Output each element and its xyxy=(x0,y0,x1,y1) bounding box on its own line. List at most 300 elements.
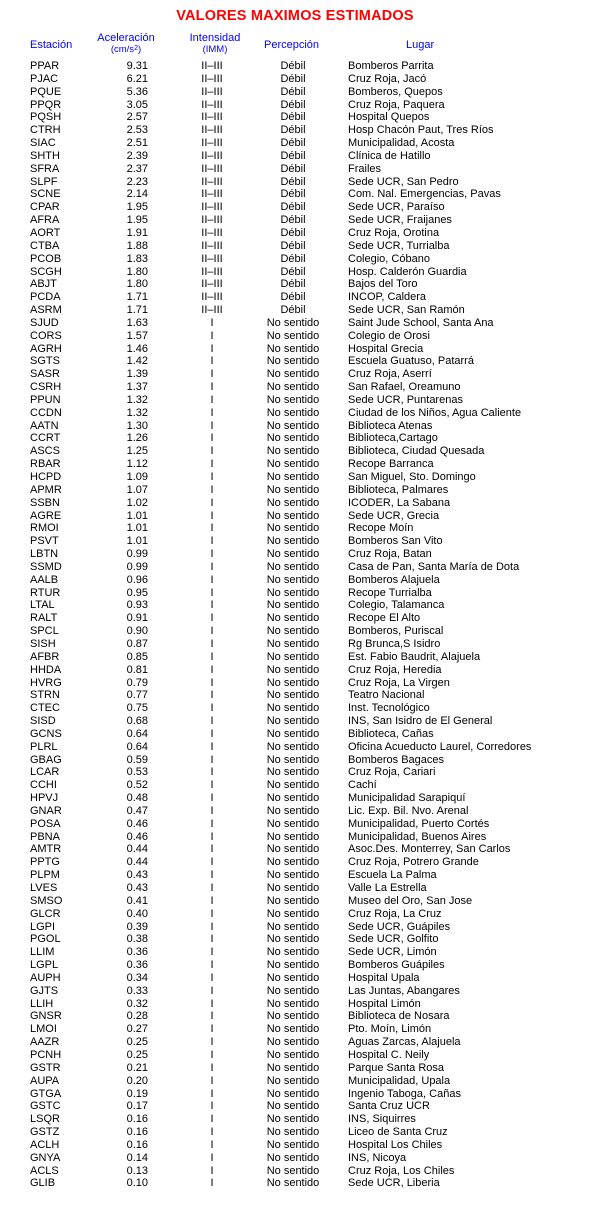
intensity-value: II–III xyxy=(201,265,223,278)
acceleration-value: 1.25 xyxy=(126,445,148,458)
table-row xyxy=(0,304,590,317)
station-code: SISH xyxy=(30,637,56,650)
place-name: Est. Fabio Baudrit, Alajuela xyxy=(348,650,481,663)
place-name: Recope Barranca xyxy=(348,458,434,471)
perception-value: No sentido xyxy=(266,971,320,984)
station-code: GSTC xyxy=(30,1100,61,1113)
intensity-value: II–III xyxy=(201,201,223,214)
acceleration-value: 0.53 xyxy=(126,766,148,779)
place-name: Asoc.Des. Monterrey, San Carlos xyxy=(348,843,511,856)
table-row xyxy=(0,985,590,998)
perception-value: No sentido xyxy=(266,907,320,920)
intensity-value: I xyxy=(210,509,214,522)
perception-value: No sentido xyxy=(266,869,320,882)
table-row xyxy=(0,959,590,972)
place-name: Municipalidad, Acosta xyxy=(348,137,455,150)
acceleration-value: 0.36 xyxy=(126,959,148,972)
intensity-value: I xyxy=(210,1100,214,1113)
perception-value: No sentido xyxy=(266,1048,320,1061)
intensity-value: I xyxy=(210,560,214,573)
header-intensity xyxy=(183,33,247,55)
perception-value: Débil xyxy=(280,265,306,278)
header-acceleration xyxy=(94,33,158,55)
station-code: RALT xyxy=(30,612,58,625)
place-name: Bomberos Bagaces xyxy=(348,753,444,766)
station-code: SLPF xyxy=(30,175,58,188)
acceleration-value: 1.26 xyxy=(126,432,148,445)
station-code: CCDN xyxy=(30,406,62,419)
table-row xyxy=(0,1126,590,1139)
intensity-value: I xyxy=(210,997,214,1010)
place-name: Hospital Los Chiles xyxy=(348,1138,443,1151)
intensity-value: I xyxy=(210,856,214,869)
station-code: GLIB xyxy=(30,1177,56,1190)
station-code: LMOI xyxy=(30,1023,57,1036)
station-code: SMSO xyxy=(30,894,63,907)
station-code: LGPI xyxy=(30,920,56,933)
intensity-value: II–III xyxy=(201,162,223,175)
station-code: CCRT xyxy=(30,432,61,445)
perception-value: No sentido xyxy=(266,1010,320,1023)
intensity-value: I xyxy=(210,483,214,496)
perception-value: No sentido xyxy=(266,1138,320,1151)
perception-value: No sentido xyxy=(266,663,320,676)
perception-value: No sentido xyxy=(266,406,320,419)
station-code: AGRE xyxy=(30,509,62,522)
acceleration-value: 0.36 xyxy=(126,946,148,959)
place-name: Oficina Acueducto Laurel, Corredores xyxy=(348,740,532,753)
place-name: Municipalidad, Upala xyxy=(348,1074,451,1087)
station-code: PPAR xyxy=(30,60,60,72)
table-row xyxy=(0,278,590,291)
perception-value: No sentido xyxy=(266,1100,320,1113)
table-row xyxy=(0,458,590,471)
perception-value: No sentido xyxy=(266,548,320,561)
place-name: Escuela Guatuso, Patarrá xyxy=(348,355,474,368)
station-code: GSTZ xyxy=(30,1126,60,1139)
intensity-value: I xyxy=(210,368,214,381)
station-code: POSA xyxy=(30,817,61,830)
intensity-value: I xyxy=(210,663,214,676)
place-name: Hospital Upala xyxy=(348,971,420,984)
intensity-value: I xyxy=(210,573,214,586)
place-name: ICODER, La Sabana xyxy=(348,496,451,509)
table-row xyxy=(0,1010,590,1023)
station-code: GBAG xyxy=(30,753,62,766)
acceleration-value: 0.43 xyxy=(126,882,148,894)
intensity-value: I xyxy=(210,702,214,715)
table-row xyxy=(0,317,590,330)
perception-value: Débil xyxy=(280,175,306,188)
perception-value: No sentido xyxy=(266,843,320,856)
place-name: Cruz Roja, Batan xyxy=(348,548,432,561)
table-row xyxy=(0,933,590,946)
station-code: SHTH xyxy=(30,149,60,162)
acceleration-value: 5.36 xyxy=(126,85,148,98)
place-name: Casa de Pan, Santa María de Dota xyxy=(348,560,520,573)
station-code: PPTG xyxy=(30,856,60,869)
place-name: INS, Siquirres xyxy=(348,1113,416,1126)
place-name: Sede UCR, Grecia xyxy=(348,509,440,522)
acceleration-value: 1.09 xyxy=(126,471,148,483)
place-name: Sede UCR, Liberia xyxy=(348,1177,440,1190)
intensity-value: I xyxy=(210,458,214,471)
table-row xyxy=(0,921,590,934)
intensity-value: II–III xyxy=(201,124,223,137)
table-row xyxy=(0,343,590,356)
table-row xyxy=(0,86,590,99)
place-name: Clínica de Hatillo xyxy=(348,149,431,162)
intensity-value: I xyxy=(210,612,214,625)
acceleration-value: 0.75 xyxy=(126,702,148,715)
station-code: CTEC xyxy=(30,702,60,715)
acceleration-value: 0.64 xyxy=(126,727,148,740)
acceleration-value: 0.47 xyxy=(126,804,148,817)
place-name: Rg Brunca,S Isidro xyxy=(348,637,441,650)
intensity-value: II–III xyxy=(201,278,223,291)
acceleration-value: 1.32 xyxy=(126,393,148,406)
perception-value: No sentido xyxy=(266,1113,320,1126)
place-name: Biblioteca, Ciudad Quesada xyxy=(348,445,485,458)
perception-value: No sentido xyxy=(266,458,320,471)
station-code: AAZR xyxy=(30,1036,60,1049)
perception-value: Débil xyxy=(280,149,306,162)
station-code: ACLS xyxy=(30,1164,59,1177)
station-code: PSVT xyxy=(30,535,59,548)
perception-value: Débil xyxy=(280,226,306,239)
station-code: LSQR xyxy=(30,1113,60,1126)
acceleration-value: 1.71 xyxy=(126,291,148,304)
table-row xyxy=(0,651,590,664)
table-row xyxy=(0,998,590,1011)
perception-value: No sentido xyxy=(266,329,320,342)
place-name: Liceo de Santa Cruz xyxy=(348,1126,448,1139)
perception-value: No sentido xyxy=(266,432,320,445)
station-code: RBAR xyxy=(30,458,61,471)
place-name: Valle La Estrella xyxy=(348,882,427,894)
place-name: Aguas Zarcas, Alajuela xyxy=(348,1036,461,1049)
place-name: Cruz Roja, Paquera xyxy=(348,98,445,111)
acceleration-value: 0.25 xyxy=(126,1048,148,1061)
perception-value: Débil xyxy=(280,214,306,227)
station-code: ASCS xyxy=(30,445,60,458)
acceleration-value: 0.77 xyxy=(126,689,148,702)
intensity-value: I xyxy=(210,316,214,329)
acceleration-value: 0.99 xyxy=(126,548,148,561)
station-code: CPAR xyxy=(30,201,60,214)
place-name: Recope El Alto xyxy=(348,612,421,625)
table-row xyxy=(0,266,590,279)
acceleration-value: 1.83 xyxy=(126,252,148,265)
acceleration-value: 0.46 xyxy=(126,830,148,843)
station-code: SFRA xyxy=(30,162,60,175)
place-name: Cruz Roja, Cariari xyxy=(348,766,436,779)
intensity-value: I xyxy=(210,753,214,766)
station-code: GJTS xyxy=(30,984,59,997)
acceleration-value: 0.59 xyxy=(126,753,148,766)
acceleration-value: 6.21 xyxy=(126,72,148,85)
table-row xyxy=(0,831,590,844)
perception-value: Débil xyxy=(280,188,306,201)
place-name: Las Juntas, Abangares xyxy=(348,984,460,997)
acceleration-value: 1.07 xyxy=(126,483,148,496)
place-name: Bomberos Parrita xyxy=(348,60,434,72)
acceleration-value: 0.48 xyxy=(126,792,148,805)
intensity-value: I xyxy=(210,830,214,843)
station-code: PPQR xyxy=(30,98,62,111)
acceleration-value: 0.13 xyxy=(126,1164,148,1177)
station-code: AALB xyxy=(30,573,59,586)
acceleration-value: 0.64 xyxy=(126,740,148,753)
place-name: Bajos del Toro xyxy=(348,278,418,291)
intensity-value: I xyxy=(210,959,214,972)
place-name: Escuela La Palma xyxy=(348,869,437,882)
acceleration-value: 0.46 xyxy=(126,817,148,830)
acceleration-value: 1.71 xyxy=(126,304,148,317)
station-code: LGPL xyxy=(30,959,59,972)
place-name: Sede UCR, San Ramón xyxy=(348,304,465,317)
perception-value: No sentido xyxy=(266,419,320,432)
station-code: SCNE xyxy=(30,188,61,201)
acceleration-value: 0.17 xyxy=(126,1100,148,1113)
station-code: CCHI xyxy=(30,779,57,792)
table-row xyxy=(0,741,590,754)
station-code: GLCR xyxy=(30,907,61,920)
perception-value: Débil xyxy=(280,304,306,317)
station-code: PQSH xyxy=(30,111,62,124)
station-code: LVES xyxy=(30,882,58,894)
table-row xyxy=(0,1075,590,1088)
perception-value: No sentido xyxy=(266,1074,320,1087)
perception-value: No sentido xyxy=(266,920,320,933)
table-row xyxy=(0,561,590,574)
perception-value: No sentido xyxy=(266,702,320,715)
table-row xyxy=(0,355,590,368)
place-name: Recope Turrialba xyxy=(348,586,432,599)
perception-value: No sentido xyxy=(266,984,320,997)
perception-value: Débil xyxy=(280,60,306,72)
place-name: Ciudad de los Niños, Agua Caliente xyxy=(348,406,522,419)
table-row xyxy=(0,599,590,612)
station-code: RMOI xyxy=(30,522,59,535)
intensity-value: I xyxy=(210,393,214,406)
intensity-value: I xyxy=(210,599,214,612)
intensity-value: I xyxy=(210,471,214,483)
table-row xyxy=(0,689,590,702)
intensity-value: I xyxy=(210,1061,214,1074)
station-code: PPUN xyxy=(30,393,61,406)
table-row xyxy=(0,188,590,201)
place-name: Museo del Oro, San Jose xyxy=(348,894,473,907)
place-name: Teatro Nacional xyxy=(348,689,425,702)
station-code: GSTR xyxy=(30,1061,61,1074)
perception-value: No sentido xyxy=(266,689,320,702)
perception-value: No sentido xyxy=(266,316,320,329)
acceleration-value: 0.85 xyxy=(126,650,148,663)
table-row xyxy=(0,1049,590,1062)
perception-value: Débil xyxy=(280,137,306,150)
table-row xyxy=(0,972,590,985)
acceleration-value: 2.51 xyxy=(126,137,148,150)
intensity-value: I xyxy=(210,792,214,805)
intensity-value: I xyxy=(210,727,214,740)
place-name: Cruz Roja, Jacó xyxy=(348,72,427,85)
perception-value: No sentido xyxy=(266,882,320,894)
place-name: INS, San Isidro de El General xyxy=(348,715,493,728)
station-code: SGTS xyxy=(30,355,60,368)
header-intensity-label: Intensidad xyxy=(189,32,241,44)
perception-value: Débil xyxy=(280,291,306,304)
table-row xyxy=(0,1088,590,1101)
station-code: SIAC xyxy=(30,137,56,150)
table-row xyxy=(0,754,590,767)
acceleration-value: 0.20 xyxy=(126,1074,148,1087)
place-name: Municipalidad, Puerto Cortés xyxy=(348,817,490,830)
acceleration-value: 1.01 xyxy=(126,522,148,535)
station-code: PJAC xyxy=(30,72,59,85)
intensity-value: I xyxy=(210,843,214,856)
intensity-value: I xyxy=(210,933,214,946)
table-row xyxy=(0,946,590,959)
intensity-value: I xyxy=(210,548,214,561)
table-row xyxy=(0,664,590,677)
perception-value: No sentido xyxy=(266,1164,320,1177)
acceleration-value: 1.80 xyxy=(126,265,148,278)
table-row xyxy=(0,522,590,535)
table-row xyxy=(0,908,590,921)
intensity-value: I xyxy=(210,1126,214,1139)
table-row xyxy=(0,291,590,304)
perception-value: No sentido xyxy=(266,599,320,612)
acceleration-value: 1.02 xyxy=(126,496,148,509)
station-code: LLIH xyxy=(30,997,54,1010)
intensity-value: I xyxy=(210,625,214,638)
perception-value: No sentido xyxy=(266,830,320,843)
table-row xyxy=(0,214,590,227)
station-code: GNAR xyxy=(30,804,62,817)
station-code: HVRG xyxy=(30,676,62,689)
acceleration-value: 0.10 xyxy=(126,1177,148,1190)
perception-value: No sentido xyxy=(266,522,320,535)
perception-value: No sentido xyxy=(266,959,320,972)
acceleration-value: 0.99 xyxy=(126,560,148,573)
table-row xyxy=(0,253,590,266)
header-place: Lugar xyxy=(406,39,435,51)
perception-value: Débil xyxy=(280,85,306,98)
perception-value: No sentido xyxy=(266,779,320,792)
acceleration-value: 0.95 xyxy=(126,586,148,599)
table-row xyxy=(0,587,590,600)
header-acceleration-unit xyxy=(94,44,158,55)
station-code: PBNA xyxy=(30,830,60,843)
place-name: Parque Santa Rosa xyxy=(348,1061,445,1074)
table-body xyxy=(0,60,590,1190)
acceleration-value: 1.30 xyxy=(126,419,148,432)
table-row xyxy=(0,574,590,587)
acceleration-value: 0.19 xyxy=(126,1087,148,1100)
intensity-value: I xyxy=(210,637,214,650)
acceleration-value: 0.81 xyxy=(126,663,148,676)
table-row xyxy=(0,1165,590,1178)
table-row xyxy=(0,1139,590,1152)
table-row xyxy=(0,856,590,869)
station-code: HHDA xyxy=(30,663,62,676)
station-code: APMR xyxy=(30,483,62,496)
station-code: SISD xyxy=(30,715,56,728)
perception-value: No sentido xyxy=(266,586,320,599)
acceleration-value: 2.53 xyxy=(126,124,148,137)
acceleration-value: 0.16 xyxy=(126,1113,148,1126)
intensity-value: I xyxy=(210,740,214,753)
acceleration-value: 0.90 xyxy=(126,625,148,638)
header-perception: Percepción xyxy=(264,39,320,51)
place-name: Lic. Exp. Bil. Nvo. Arenal xyxy=(348,804,469,817)
place-name: Bomberos San Vito xyxy=(348,535,443,548)
place-name: Hosp Chacón Paut, Tres Ríos xyxy=(348,124,494,137)
station-code: AORT xyxy=(30,226,61,239)
perception-value: No sentido xyxy=(266,946,320,959)
perception-value: No sentido xyxy=(266,471,320,483)
station-code: AATN xyxy=(30,419,59,432)
table-row xyxy=(0,715,590,728)
acceleration-value: 0.34 xyxy=(126,971,148,984)
perception-value: Débil xyxy=(280,98,306,111)
table-row xyxy=(0,612,590,625)
acceleration-value: 9.31 xyxy=(126,60,148,72)
intensity-value: I xyxy=(210,586,214,599)
table-row xyxy=(0,869,590,882)
acceleration-value: 1.57 xyxy=(126,329,148,342)
acceleration-value: 1.46 xyxy=(126,342,148,355)
perception-value: No sentido xyxy=(266,496,320,509)
acceleration-value: 2.14 xyxy=(126,188,148,201)
place-name: San Rafael, Oreamuno xyxy=(348,381,461,394)
page-title: VALORES MAXIMOS ESTIMADOS xyxy=(176,8,414,24)
perception-value: No sentido xyxy=(266,1087,320,1100)
table-row xyxy=(0,843,590,856)
station-code: SCGH xyxy=(30,265,62,278)
intensity-value: I xyxy=(210,355,214,368)
table-row xyxy=(0,1036,590,1049)
place-name: Hospital C. Neily xyxy=(348,1048,430,1061)
station-code: ABJT xyxy=(30,278,57,291)
place-name: Santa Cruz UCR xyxy=(348,1100,430,1113)
intensity-value: I xyxy=(210,1177,214,1190)
intensity-value: I xyxy=(210,766,214,779)
place-name: Biblioteca,Cartago xyxy=(348,432,438,445)
intensity-value: I xyxy=(210,329,214,342)
station-code: AMTR xyxy=(30,843,62,856)
acceleration-value: 0.16 xyxy=(126,1126,148,1139)
acceleration-value: 1.01 xyxy=(126,535,148,548)
perception-value: No sentido xyxy=(266,715,320,728)
place-name: Sede UCR, Fraijanes xyxy=(348,214,452,227)
table-row xyxy=(0,638,590,651)
intensity-value: I xyxy=(210,406,214,419)
table-row xyxy=(0,535,590,548)
place-name: Sede UCR, Turrialba xyxy=(348,239,450,252)
place-name: Bomberos Guápiles xyxy=(348,959,445,972)
perception-value: No sentido xyxy=(266,933,320,946)
perception-value: No sentido xyxy=(266,560,320,573)
perception-value: No sentido xyxy=(266,573,320,586)
acceleration-value: 0.44 xyxy=(126,856,148,869)
place-name: San Miguel, Sto. Domingo xyxy=(348,471,476,483)
perception-value: No sentido xyxy=(266,483,320,496)
acceleration-value: 0.25 xyxy=(126,1036,148,1049)
table-row xyxy=(0,1113,590,1126)
table-row xyxy=(0,381,590,394)
